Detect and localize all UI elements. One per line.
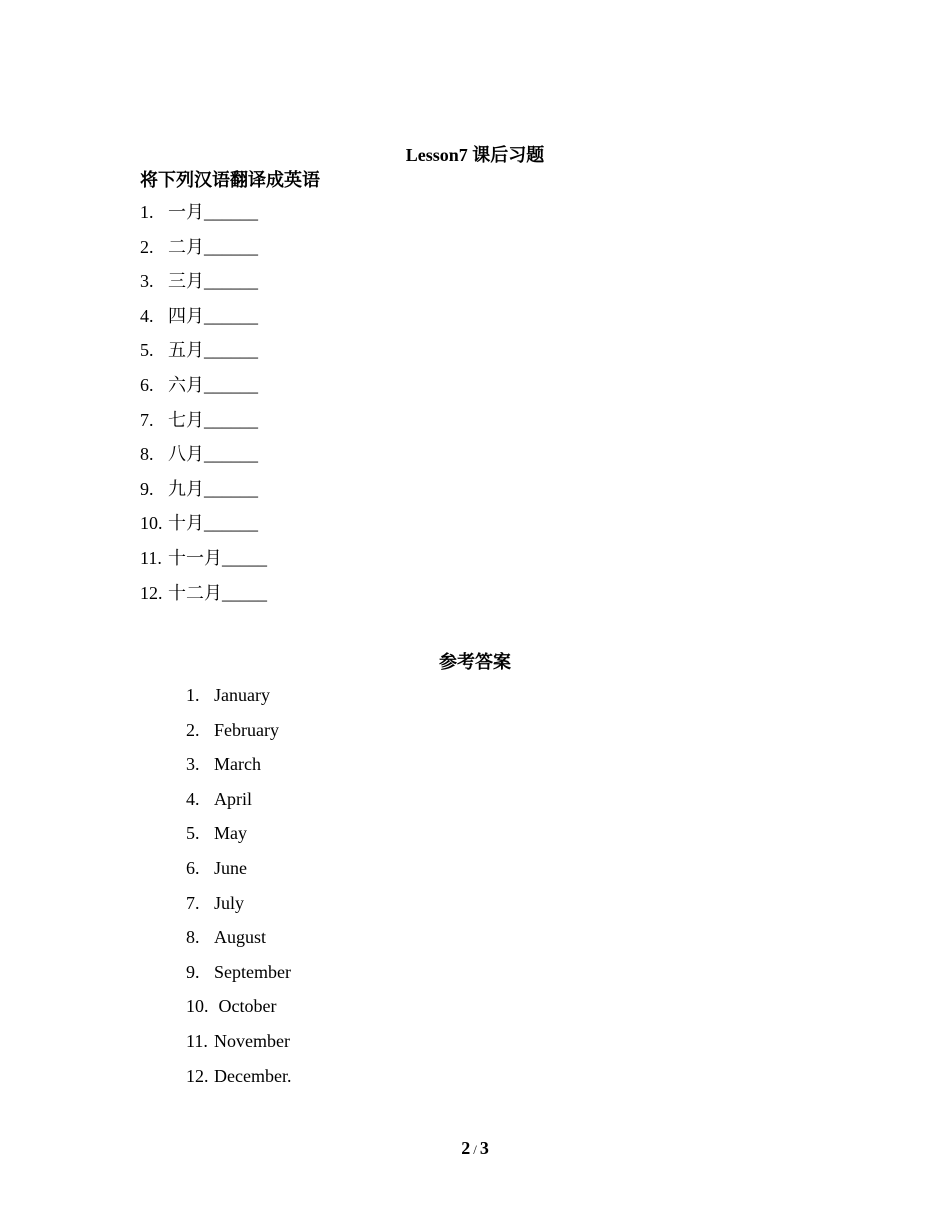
question-item — [140, 304, 267, 339]
answer-number: 8. — [186, 927, 200, 948]
answer-number: 3. — [186, 754, 200, 775]
answer-text: September — [214, 961, 291, 982]
question-number: 1. — [140, 202, 154, 222]
question-item — [140, 442, 267, 477]
question-number: 6. — [140, 374, 154, 395]
answer-text: April — [214, 788, 252, 809]
question-number: 9. — [140, 478, 154, 499]
question-item — [140, 581, 267, 616]
question-item — [140, 546, 267, 581]
question-text: 七月______ — [168, 409, 258, 430]
answer-text: July — [214, 892, 245, 913]
answer-item — [186, 718, 291, 753]
question-text: 十月______ — [168, 513, 258, 534]
answer-item — [186, 821, 291, 856]
question-item — [140, 200, 267, 235]
page-number-current: 2 — [461, 1138, 471, 1158]
answer-key-title: 参考答案 — [439, 652, 511, 672]
question-text: 二月______ — [168, 236, 258, 257]
answer-text: October — [214, 996, 277, 1017]
answer-number: 5. — [186, 823, 200, 844]
question-item — [140, 373, 267, 408]
page-number-total: 3 — [479, 1138, 489, 1158]
question-list — [140, 200, 267, 615]
answer-number: 4. — [186, 788, 200, 809]
question-number: 8. — [140, 444, 154, 465]
question-text: 一月______ — [168, 202, 258, 222]
answer-text: November — [214, 1030, 290, 1051]
question-item — [140, 408, 267, 443]
question-text: 五月______ — [168, 340, 258, 361]
answer-item — [186, 1029, 291, 1064]
answer-text: August — [214, 927, 267, 948]
question-number: 4. — [140, 305, 154, 326]
answer-item — [186, 1064, 291, 1099]
question-text: 六月______ — [168, 374, 258, 395]
question-item — [140, 338, 267, 373]
question-text: 九月______ — [168, 478, 258, 499]
answer-number: 10. — [186, 996, 209, 1017]
question-number: 11. — [140, 547, 162, 568]
answer-list — [186, 683, 291, 1098]
answer-number: 7. — [186, 892, 200, 913]
answer-text: December. — [214, 1065, 292, 1086]
answer-item — [186, 752, 291, 787]
answer-item — [186, 960, 291, 995]
answer-item — [186, 925, 291, 960]
page-number — [0, 1136, 950, 1162]
exercise-instruction: 将下列汉语翻译成英语 — [140, 170, 320, 190]
question-text: 三月______ — [168, 271, 258, 292]
answer-number: 9. — [186, 961, 200, 982]
page-number-separator: / — [473, 1142, 477, 1157]
answer-text: January — [214, 685, 270, 705]
answer-text: February — [214, 719, 279, 740]
answer-number: 2. — [186, 719, 200, 740]
answer-number: 11. — [186, 1030, 208, 1051]
answer-item — [186, 856, 291, 891]
question-text: 八月______ — [168, 444, 258, 465]
answer-text: May — [214, 823, 247, 844]
answer-number: 1. — [186, 685, 200, 705]
answer-text: March — [214, 754, 261, 775]
question-text: 十二月_____ — [168, 582, 267, 603]
page-title: Lesson7 课后习题 — [405, 145, 545, 165]
question-item — [140, 477, 267, 512]
question-number: 12. — [140, 582, 163, 603]
answer-number: 12. — [186, 1065, 209, 1086]
question-item — [140, 269, 267, 304]
answer-item — [186, 994, 291, 1029]
answer-item — [186, 787, 291, 822]
question-text: 十一月_____ — [168, 547, 267, 568]
question-item — [140, 511, 267, 546]
question-text: 四月______ — [168, 305, 258, 326]
answer-number: 6. — [186, 857, 200, 878]
question-item — [140, 235, 267, 270]
answer-item — [186, 683, 291, 718]
answer-text: June — [214, 857, 247, 878]
answer-item — [186, 891, 291, 926]
question-number: 2. — [140, 236, 154, 257]
question-number: 5. — [140, 340, 154, 361]
question-number: 7. — [140, 409, 154, 430]
question-number: 10. — [140, 513, 163, 534]
question-number: 3. — [140, 271, 154, 292]
